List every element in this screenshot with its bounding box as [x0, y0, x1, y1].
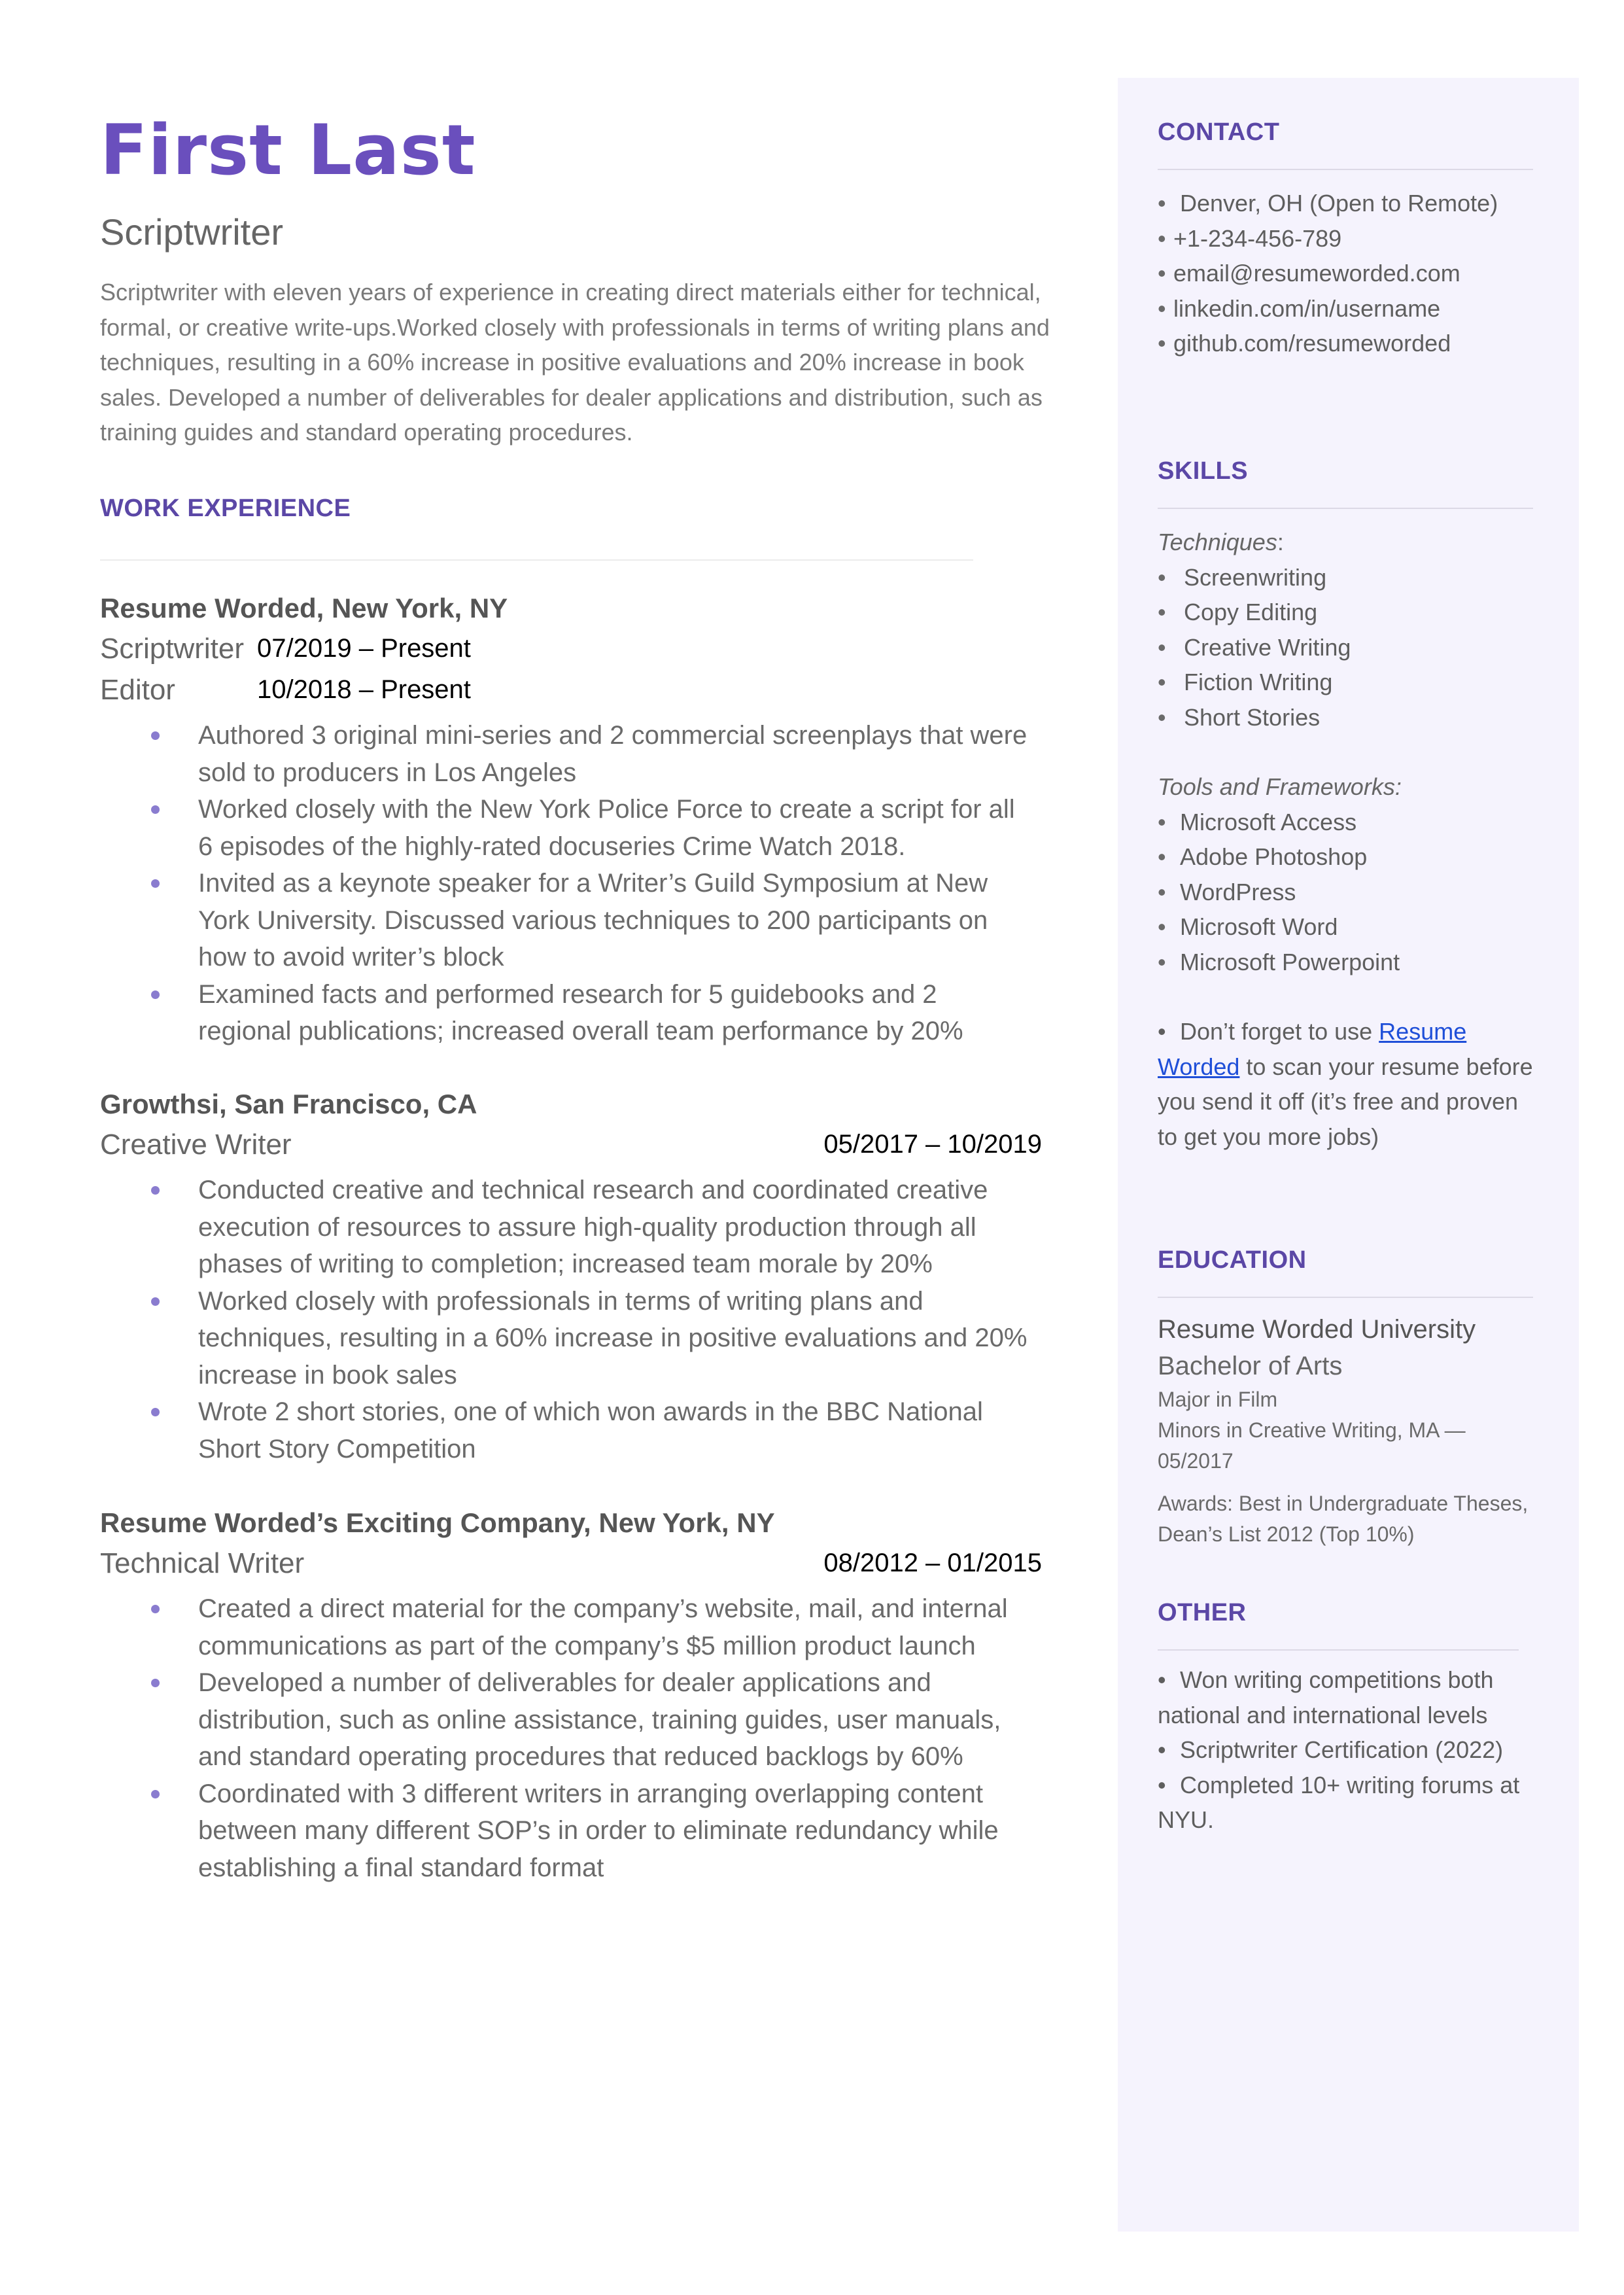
other-list	[1158, 1662, 1533, 1838]
bullet-icon: •	[1158, 1018, 1166, 1045]
other-item: • Scriptwriter Certification (2022)	[1158, 1732, 1533, 1768]
tool-item: • Microsoft Word	[1158, 909, 1533, 945]
bullet-dot-icon	[151, 1679, 160, 1687]
job-company: Resume Worded’s Exciting Company, New York, NY	[100, 1507, 775, 1538]
resume-worded-tip: • Don’t forget to use Resume Worded to scan your resume before you send it off (it’s free and proven to get you more jobs)	[1158, 1014, 1533, 1154]
tool-item: • Microsoft Access	[1158, 805, 1533, 840]
job-bullet: Developed a number of deliverables for dealer applications and distribution, such as online assistance, training guides, user manuals, and standard operating procedures that reduced backlogs by 60%	[100, 1664, 1035, 1776]
tools-list	[1158, 805, 1533, 980]
job-bullet: Invited as a keynote speaker for a Writer’s Guild Symposium at New York University. Discussed various techniques to 200 participants on how to avoid writer’s block	[100, 865, 1035, 976]
skills-heading: SKILLS	[1158, 457, 1249, 485]
skill-item: • Fiction Writing	[1158, 665, 1533, 700]
candidate-title: Scriptwriter	[100, 211, 284, 253]
bullet-icon: •	[1158, 669, 1166, 695]
education-minor: Minors in Creative Writing, MA — 05/2017	[1158, 1418, 1466, 1473]
contact-email[interactable]: • email@resumeworded.com	[1158, 256, 1533, 291]
skills-section	[1158, 457, 1533, 1154]
bullet-icon: •	[1158, 1736, 1166, 1763]
job-role: Creative Writer	[100, 1129, 292, 1161]
job-bullet: Authored 3 original mini-series and 2 commercial screenplays that were sold to producers in Los Angeles	[100, 717, 1035, 791]
job-dates: 07/2019 – Present	[257, 634, 471, 663]
job-role: Editor	[100, 674, 175, 706]
tool-item: • Microsoft Powerpoint	[1158, 945, 1533, 980]
job-entry	[100, 1085, 1042, 1467]
bullet-icon: •	[1158, 190, 1166, 217]
job-entry	[100, 589, 1042, 1050]
section-divider	[100, 559, 973, 561]
job-bullets	[100, 717, 1042, 1050]
bullet-dot-icon	[151, 1408, 160, 1416]
education-heading: EDUCATION	[1158, 1246, 1307, 1274]
contact-section	[1158, 118, 1533, 361]
skill-item: • Copy Editing	[1158, 595, 1533, 630]
bullet-icon: •	[1158, 878, 1166, 905]
job-bullet: Examined facts and performed research for 5 guidebooks and 2 regional publications; increased overall team performance by 20%	[100, 976, 1035, 1050]
job-entry	[100, 1503, 1042, 1886]
bullet-icon: •	[1158, 843, 1166, 870]
contact-location: • Denver, OH (Open to Remote)	[1158, 186, 1533, 221]
techniques-label: Techniques:	[1158, 529, 1284, 555]
skill-item: • Screenwriting	[1158, 560, 1533, 595]
other-item: • Won writing competitions both national and international levels	[1158, 1662, 1533, 1732]
bullet-icon: •	[1158, 224, 1166, 252]
bullet-dot-icon	[151, 879, 160, 888]
job-role-row	[100, 1124, 1042, 1165]
resume-worded-link[interactable]: Resume Worded	[1158, 1018, 1467, 1080]
tool-item: • Adobe Photoshop	[1158, 839, 1533, 875]
other-item: • Completed 10+ writing forums at NYU.	[1158, 1768, 1533, 1838]
job-dates: 05/2017 – 10/2019	[823, 1130, 1042, 1159]
bullet-dot-icon	[151, 805, 160, 814]
skill-item: • Creative Writing	[1158, 630, 1533, 665]
bullet-icon: •	[1158, 294, 1166, 322]
bullet-icon: •	[1158, 948, 1166, 975]
job-company: Growthsi, San Francisco, CA	[100, 1089, 477, 1119]
other-heading: OTHER	[1158, 1599, 1247, 1626]
contact-list	[1158, 186, 1533, 361]
techniques-list	[1158, 560, 1533, 735]
job-bullet: Conducted creative and technical research and coordinated creative execution of resources to assure high-quality production through all phases of writing to completion; increased team morale by 20%	[100, 1172, 1035, 1283]
bullet-icon: •	[1158, 330, 1166, 357]
bullet-dot-icon	[151, 1790, 160, 1798]
bullet-icon: •	[1158, 633, 1166, 661]
summary-paragraph: Scriptwriter with eleven years of experience in creating direct materials either for technical, formal, or creative write-ups.Worked closely with professionals in terms of writing plans and techniques, resulting in a 60% increase in positive evaluations and 20% increase in book sales. Developed a number of deliverables for dealer applications and distribution, such as training guides and standard operating procedures.	[100, 279, 1050, 446]
job-role-row	[100, 1543, 1042, 1584]
contact-phone: • +1-234-456-789	[1158, 221, 1533, 256]
bullet-icon: •	[1158, 1666, 1166, 1693]
bullet-icon: •	[1158, 563, 1166, 591]
section-divider	[1158, 169, 1533, 170]
job-bullets	[100, 1590, 1042, 1886]
section-divider	[1158, 508, 1533, 509]
contact-github[interactable]: • github.com/resumeworded	[1158, 326, 1533, 361]
job-bullet: Wrote 2 short stories, one of which won awards in the BBC National Short Story Competition	[100, 1393, 1035, 1467]
tools-label: Tools and Frameworks:	[1158, 773, 1402, 800]
candidate-name: First Last	[100, 110, 476, 190]
other-section	[1158, 1599, 1533, 1838]
bullet-icon: •	[1158, 1771, 1166, 1798]
bullet-icon: •	[1158, 808, 1166, 835]
education-school: Resume Worded University	[1158, 1315, 1476, 1344]
bullet-dot-icon	[151, 1297, 160, 1306]
job-role-row	[100, 628, 1042, 669]
contact-heading: CONTACT	[1158, 118, 1280, 146]
job-dates: 10/2018 – Present	[257, 675, 471, 704]
bullet-dot-icon	[151, 990, 160, 999]
job-role: Scriptwriter	[100, 633, 245, 665]
job-bullet: Worked closely with professionals in terms of writing plans and techniques, resulting in a 60% increase in positive evaluations and 20% increase in book sales	[100, 1283, 1035, 1394]
education-section	[1158, 1246, 1533, 1550]
job-role: Technical Writer	[100, 1547, 305, 1579]
job-bullet: Worked closely with the New York Police Force to create a script for all 6 episodes of the highly-rated docuseries Crime Watch 2018.	[100, 791, 1035, 865]
education-awards: Awards: Best in Undergraduate Theses, Dean’s List 2012 (Top 10%)	[1158, 1492, 1529, 1546]
tool-item: • WordPress	[1158, 875, 1533, 910]
bullet-icon: •	[1158, 703, 1166, 731]
section-divider	[1158, 1649, 1519, 1651]
education-degree: Bachelor of Arts	[1158, 1352, 1343, 1380]
job-bullet: Coordinated with 3 different writers in arranging overlapping content between many different SOP’s in order to eliminate redundancy while establishing a final standard format	[100, 1776, 1035, 1887]
bullet-dot-icon	[151, 1186, 160, 1195]
contact-linkedin[interactable]: • linkedin.com/in/username	[1158, 291, 1533, 326]
job-bullets	[100, 1172, 1042, 1467]
bullet-dot-icon	[151, 1605, 160, 1613]
job-company: Resume Worded, New York, NY	[100, 593, 508, 623]
bullet-icon: •	[1158, 260, 1166, 287]
bullet-icon: •	[1158, 599, 1166, 625]
skill-item: • Short Stories	[1158, 700, 1533, 735]
job-role-row	[100, 669, 1042, 710]
job-dates: 08/2012 – 01/2015	[823, 1549, 1042, 1577]
section-divider	[1158, 1297, 1533, 1298]
bullet-dot-icon	[151, 731, 160, 740]
education-major: Major in Film	[1158, 1388, 1278, 1411]
job-bullet: Created a direct material for the company’s website, mail, and internal communications as part of the company’s $5 million product launch	[100, 1590, 1035, 1664]
work-experience-heading: WORK EXPERIENCE	[100, 495, 351, 522]
bullet-icon: •	[1158, 913, 1166, 940]
sidebar	[1118, 78, 1579, 2232]
